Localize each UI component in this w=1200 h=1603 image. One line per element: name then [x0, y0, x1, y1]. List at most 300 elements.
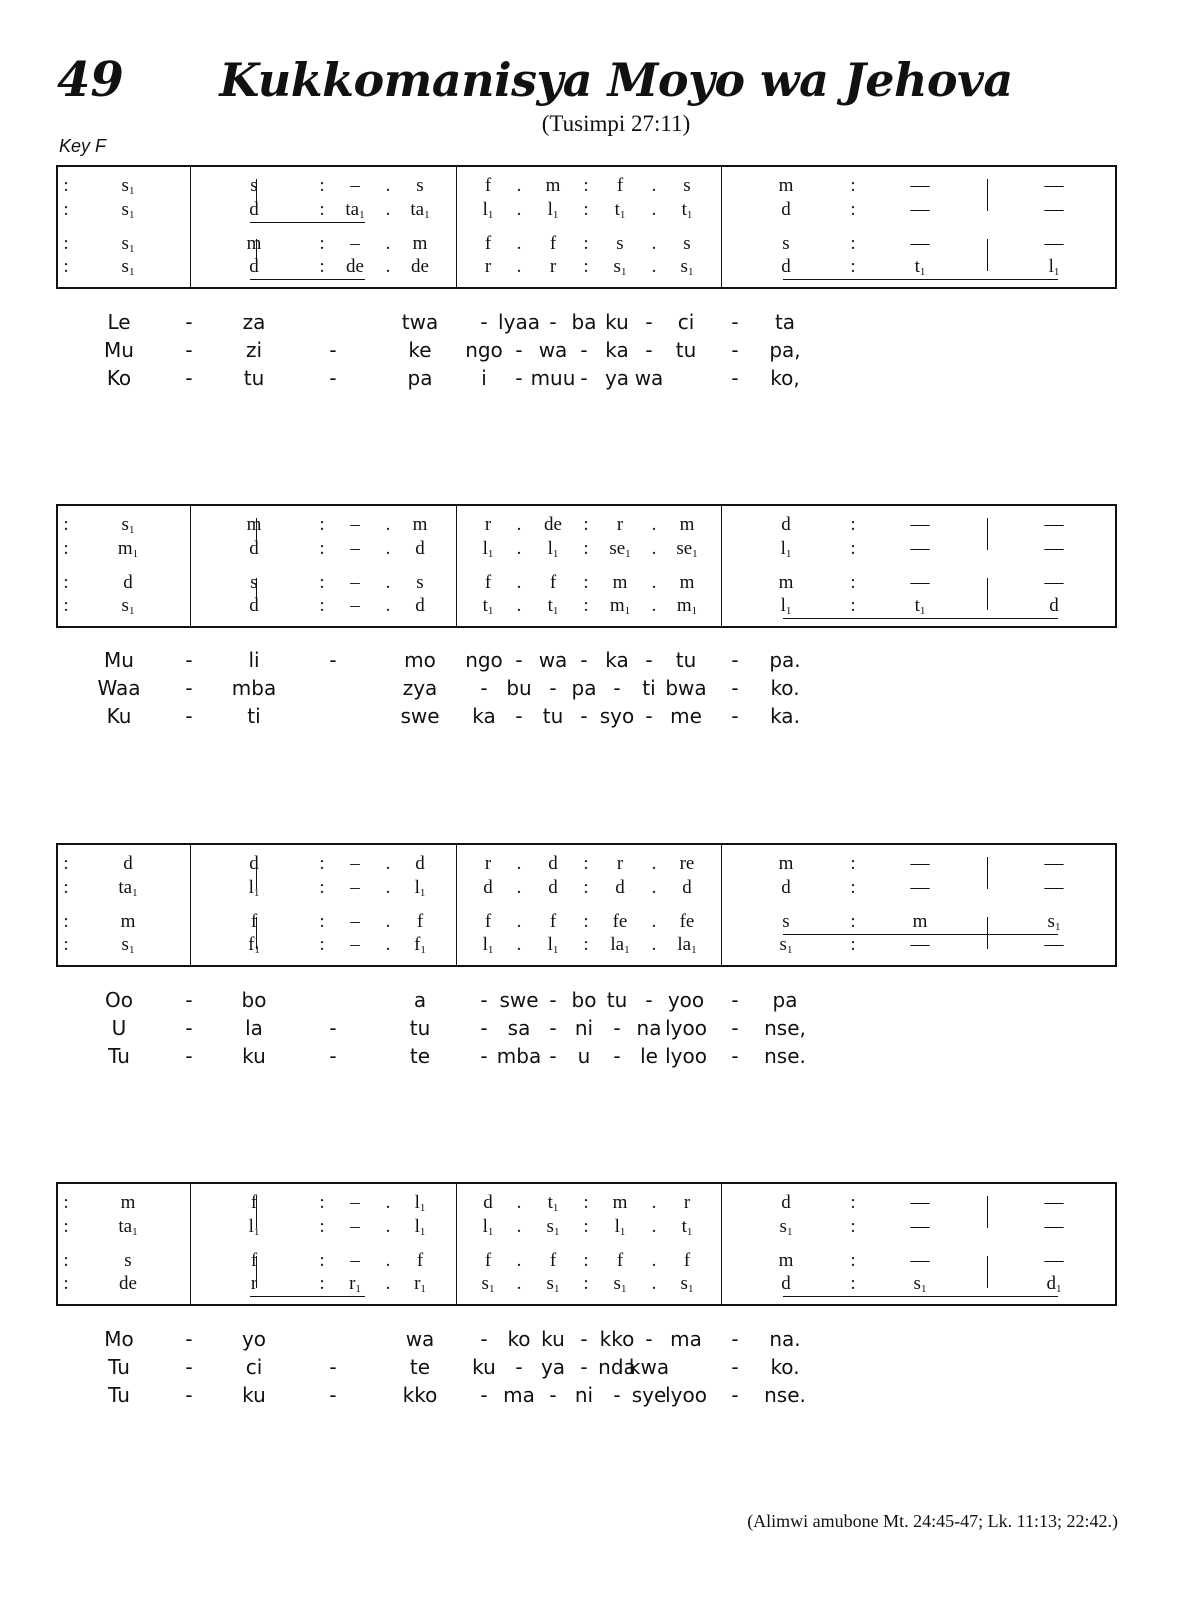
solfa-note: – — [350, 595, 360, 616]
syllable-hyphen: - — [580, 648, 588, 672]
solfa-note: : — [850, 1192, 856, 1213]
solfa-note: re — [679, 853, 695, 874]
lyric-syllable: pa — [407, 366, 433, 390]
lyric-syllable: mba — [231, 676, 277, 700]
solfa-note: . — [651, 233, 657, 254]
solfa-note: r — [484, 514, 492, 535]
lyric-syllable: na — [636, 1016, 662, 1040]
solfa-note: m — [679, 514, 695, 535]
syllable-hyphen: - — [185, 1327, 193, 1351]
bar-line — [456, 845, 457, 965]
solfa-note: s — [416, 572, 424, 593]
syllable-hyphen: - — [185, 676, 193, 700]
solfa-note: $m_1$ — [609, 595, 631, 617]
lyric-syllable: ku — [472, 1355, 496, 1379]
solfa-note: $s_1$ — [121, 514, 135, 536]
bar-line — [721, 845, 722, 965]
lyric-syllable: U — [111, 1016, 127, 1040]
lyric-syllable: Tu — [108, 1044, 130, 1068]
solfa-note: : — [583, 175, 589, 196]
lyric-syllable: tu — [409, 1016, 431, 1040]
lyric-syllable: wa — [538, 648, 568, 672]
solfa-note: . — [516, 572, 522, 593]
solfa-note: $s_1$ — [913, 1273, 927, 1295]
syllable-hyphen: - — [185, 1044, 193, 1068]
solfa-note: – — [350, 514, 360, 535]
solfa-note: $l_1$ — [414, 877, 426, 899]
solfa-note: $r_1$ — [414, 1273, 426, 1295]
syllable-hyphen: - — [329, 338, 337, 362]
bar-line — [190, 1184, 191, 1304]
solfa-note: r — [549, 256, 557, 277]
solfa-note: : — [319, 514, 325, 535]
solfa-note: : — [583, 538, 589, 559]
solfa-note: d — [483, 877, 493, 898]
solfa-note: f — [484, 233, 492, 254]
solfa-note: : — [319, 595, 325, 616]
lyric-syllable: lyoo — [665, 1044, 707, 1068]
syllable-hyphen: - — [731, 338, 739, 362]
solfa-note: d — [548, 877, 558, 898]
solfa-note: de — [544, 514, 562, 535]
solfa-note: : — [319, 934, 325, 955]
solfa-note: s — [683, 175, 691, 196]
solfa-note: . — [385, 538, 391, 559]
solfa-note: s — [782, 911, 790, 932]
solfa-note: . — [651, 1273, 657, 1294]
solfa-note: d — [123, 853, 133, 874]
solfa-note: r — [683, 1192, 691, 1213]
syllable-hyphen: - — [731, 1044, 739, 1068]
solfa-note: : — [850, 877, 856, 898]
solfa-note: m — [412, 233, 428, 254]
lyric-syllable: nda — [598, 1355, 636, 1379]
solfa-note: : — [850, 853, 856, 874]
lyric-syllable: tu — [606, 988, 628, 1012]
solfa-note: : — [319, 175, 325, 196]
lyric-syllable: lyoo — [665, 1016, 707, 1040]
solfa-note: fe — [679, 911, 695, 932]
lyric-syllable: ko, — [770, 366, 800, 390]
lyric-syllable: kwa — [628, 1355, 670, 1379]
bar-line — [721, 167, 722, 287]
solfa-note: . — [385, 256, 391, 277]
solfa-note: $s_1$ — [121, 233, 135, 255]
solfa-note: : — [850, 538, 856, 559]
solfa-note: s — [683, 233, 691, 254]
solfa-note: . — [651, 853, 657, 874]
solfa-note: . — [516, 595, 522, 616]
syllable-hyphen: - — [580, 366, 588, 390]
syllable-hyphen: - — [185, 1016, 193, 1040]
syllable-hyphen: - — [580, 1327, 588, 1351]
bar-line — [190, 167, 191, 287]
solfa-note: d — [781, 256, 791, 277]
solfa-note: . — [385, 572, 391, 593]
syllable-hyphen: - — [613, 676, 621, 700]
syllable-hyphen: - — [549, 1044, 557, 1068]
solfa-note: — — [1044, 199, 1064, 220]
solfa-note: m — [778, 853, 794, 874]
solfa-note: — — [910, 572, 930, 593]
solfa-note: — — [910, 514, 930, 535]
score-system — [56, 843, 1117, 967]
lyric-syllable: ni — [574, 1016, 594, 1040]
lyric-syllable: muu — [530, 366, 576, 390]
lyric-syllable: Tu — [108, 1383, 130, 1407]
solfa-note: d — [415, 853, 425, 874]
lyric-syllable: ku — [605, 310, 629, 334]
solfa-note: $l_1$ — [614, 1216, 626, 1238]
solfa-note: f — [549, 572, 557, 593]
solfa-note: m — [412, 514, 428, 535]
lyric-syllable: sa — [507, 1016, 531, 1040]
bar-line — [721, 506, 722, 626]
solfa-note: : — [850, 572, 856, 593]
solfa-note: — — [1044, 1250, 1064, 1271]
solfa-note: . — [385, 1216, 391, 1237]
lyric-syllable: lyoo — [665, 1383, 707, 1407]
solfa-note: — — [1044, 538, 1064, 559]
solfa-note: : — [583, 1192, 589, 1213]
solfa-note: $s_1$ — [779, 1216, 793, 1238]
solfa-note: — — [1044, 572, 1064, 593]
solfa-note: : — [583, 1273, 589, 1294]
lyric-syllable: syo — [599, 704, 635, 728]
lyric-syllable: ma — [503, 1383, 535, 1407]
solfa-note: : — [583, 1250, 589, 1271]
solfa-note: : — [850, 199, 856, 220]
syllable-hyphen: - — [480, 1327, 488, 1351]
syllable-hyphen: - — [329, 1383, 337, 1407]
solfa-note: $l_1$ — [248, 1216, 260, 1238]
solfa-note: – — [350, 233, 360, 254]
lyric-syllable: Mu — [104, 648, 134, 672]
solfa-note: $la_1$ — [677, 934, 697, 956]
syllable-hyphen: - — [549, 1016, 557, 1040]
solfa-note: : — [583, 1216, 589, 1237]
lyric-syllable: ci — [677, 310, 695, 334]
solfa-note: . — [651, 595, 657, 616]
solfa-note: : — [850, 514, 856, 535]
solfa-note: : — [319, 1273, 325, 1294]
solfa-note: : — [583, 514, 589, 535]
solfa-note: : — [63, 853, 69, 874]
solfa-note: $l_1$ — [414, 1216, 426, 1238]
solfa-note: d — [249, 595, 259, 616]
solfa-note: : — [850, 1216, 856, 1237]
solfa-note: : — [583, 233, 589, 254]
solfa-note: fe — [612, 911, 628, 932]
solfa-note: . — [651, 538, 657, 559]
syllable-hyphen: - — [580, 338, 588, 362]
syllable-hyphen: - — [645, 648, 653, 672]
solfa-note: $l_1$ — [547, 199, 559, 221]
lyric-syllable: wa — [405, 1327, 435, 1351]
solfa-note: m — [679, 572, 695, 593]
solfa-note: . — [651, 175, 657, 196]
lyric-syllable: ko. — [770, 676, 800, 700]
solfa-note: . — [516, 199, 522, 220]
solfa-note: . — [385, 514, 391, 535]
solfa-note: d — [483, 1192, 493, 1213]
solfa-note: $s_1$ — [1047, 911, 1061, 933]
syllable-hyphen: - — [731, 988, 739, 1012]
syllable-hyphen: - — [480, 1016, 488, 1040]
solfa-note: d — [781, 199, 791, 220]
solfa-note: f — [250, 911, 258, 932]
lyric-syllable: a — [413, 988, 427, 1012]
solfa-note: . — [651, 1216, 657, 1237]
solfa-note: : — [63, 538, 69, 559]
solfa-note: $ta_1$ — [118, 877, 138, 899]
syllable-hyphen: - — [329, 1016, 337, 1040]
solfa-note: r — [484, 256, 492, 277]
solfa-note: f — [250, 1250, 258, 1271]
lyric-syllable: ke — [408, 338, 432, 362]
lyric-syllable: tu — [243, 366, 265, 390]
solfa-note: . — [385, 595, 391, 616]
lyric-syllable: bu — [506, 676, 532, 700]
syllable-hyphen: - — [645, 338, 653, 362]
solfa-note: m — [778, 1250, 794, 1271]
solfa-note: : — [63, 1273, 69, 1294]
lyric-syllable: mo — [404, 648, 436, 672]
solfa-note: $d_1$ — [1046, 1273, 1062, 1295]
solfa-note: $s_1$ — [481, 1273, 495, 1295]
solfa-note: m — [778, 175, 794, 196]
solfa-note: s — [250, 175, 258, 196]
solfa-note: . — [516, 1273, 522, 1294]
solfa-note: $s_1$ — [546, 1216, 560, 1238]
solfa-note: . — [651, 934, 657, 955]
solfa-note: : — [583, 934, 589, 955]
solfa-note: . — [385, 1192, 391, 1213]
solfa-note: : — [583, 199, 589, 220]
lyric-syllable: zi — [245, 338, 263, 362]
lyric-syllable: zya — [402, 676, 438, 700]
solfa-note: f — [484, 1250, 492, 1271]
solfa-note: . — [651, 572, 657, 593]
solfa-note: $t_1$ — [914, 256, 926, 278]
lyric-syllable: wa — [538, 338, 568, 362]
solfa-note: de — [119, 1273, 137, 1294]
solfa-note: . — [516, 877, 522, 898]
solfa-note: — — [1044, 175, 1064, 196]
solfa-note: — — [910, 853, 930, 874]
syllable-hyphen: - — [515, 338, 523, 362]
lyric-syllable: ka — [605, 338, 629, 362]
solfa-note: – — [350, 175, 360, 196]
solfa-note: d — [781, 877, 791, 898]
syllable-hyphen: - — [613, 1383, 621, 1407]
solfa-note: d — [415, 538, 425, 559]
lyric-syllable: ka. — [770, 704, 800, 728]
solfa-note: : — [850, 175, 856, 196]
slur-line — [250, 279, 365, 280]
lyric-syllable: la — [245, 1016, 263, 1040]
lyric-syllable: Le — [107, 310, 131, 334]
solfa-note: : — [63, 1216, 69, 1237]
solfa-note: $t_1$ — [681, 1216, 693, 1238]
solfa-note: . — [385, 934, 391, 955]
syllable-hyphen: - — [480, 676, 488, 700]
solfa-note: $ta_1$ — [345, 199, 365, 221]
syllable-hyphen: - — [329, 1044, 337, 1068]
solfa-note: $t_1$ — [547, 595, 559, 617]
syllable-hyphen: - — [329, 1355, 337, 1379]
half-bar-line — [987, 518, 988, 550]
lyric-syllable: Tu — [108, 1355, 130, 1379]
solfa-note: : — [63, 199, 69, 220]
lyric-syllable: bwa — [665, 676, 707, 700]
bar-line — [456, 1184, 457, 1304]
solfa-note: . — [651, 256, 657, 277]
solfa-note: $f_1$ — [414, 934, 426, 956]
solfa-note: . — [651, 1250, 657, 1271]
lyric-syllable: ngo — [465, 648, 503, 672]
solfa-note: – — [350, 934, 360, 955]
solfa-note: d — [548, 853, 558, 874]
syllable-hyphen: - — [185, 988, 193, 1012]
solfa-note: — — [910, 1192, 930, 1213]
syllable-hyphen: - — [480, 310, 488, 334]
half-bar-line — [987, 1256, 988, 1288]
solfa-note: m — [120, 1192, 136, 1213]
solfa-note: d — [781, 1192, 791, 1213]
solfa-note: . — [651, 514, 657, 535]
solfa-note: $s_1$ — [121, 595, 135, 617]
solfa-note: f — [484, 175, 492, 196]
solfa-note: : — [63, 877, 69, 898]
solfa-note: m — [246, 233, 262, 254]
solfa-note: : — [319, 877, 325, 898]
lyric-syllable: ya — [540, 1355, 566, 1379]
lyric-syllable: yo — [241, 1327, 267, 1351]
lyric-syllable: tu — [675, 648, 697, 672]
lyric-syllable: ku — [541, 1327, 565, 1351]
solfa-note: m — [120, 911, 136, 932]
solfa-note: . — [385, 911, 391, 932]
solfa-note: d — [781, 1273, 791, 1294]
solfa-note: : — [319, 538, 325, 559]
solfa-note: : — [319, 233, 325, 254]
syllable-hyphen: - — [645, 988, 653, 1012]
solfa-note: d — [249, 256, 259, 277]
solfa-note: . — [651, 199, 657, 220]
lyric-syllable: wa — [634, 366, 664, 390]
solfa-note: f — [683, 1250, 691, 1271]
solfa-note: $l_1$ — [248, 877, 260, 899]
lyric-syllable: ti — [642, 676, 656, 700]
solfa-note: $l_1$ — [547, 538, 559, 560]
solfa-note: d — [123, 572, 133, 593]
solfa-note: . — [385, 877, 391, 898]
solfa-note: – — [350, 572, 360, 593]
lyric-syllable: mba — [496, 1044, 542, 1068]
solfa-note: — — [1044, 877, 1064, 898]
solfa-note: : — [319, 1250, 325, 1271]
solfa-note: : — [319, 256, 325, 277]
solfa-note: r — [616, 853, 624, 874]
half-bar-line — [987, 857, 988, 889]
syllable-hyphen: - — [185, 366, 193, 390]
lyric-syllable: Mo — [104, 1327, 134, 1351]
half-bar-line — [987, 179, 988, 211]
syllable-hyphen: - — [731, 648, 739, 672]
solfa-note: . — [385, 199, 391, 220]
lyric-syllable: ci — [245, 1355, 263, 1379]
lyric-syllable: za — [242, 310, 266, 334]
solfa-note: $t_1$ — [914, 595, 926, 617]
syllable-hyphen: - — [185, 704, 193, 728]
solfa-note: $se_1$ — [609, 538, 631, 560]
solfa-note: d — [1049, 595, 1059, 616]
solfa-note: : — [850, 934, 856, 955]
lyric-syllable: i — [481, 366, 487, 390]
half-bar-line — [987, 1196, 988, 1228]
lyric-syllable: ko — [507, 1327, 531, 1351]
lyric-syllable: ngo — [465, 338, 503, 362]
solfa-note: . — [516, 256, 522, 277]
lyric-syllable: ku — [242, 1044, 266, 1068]
solfa-note: — — [1044, 1192, 1064, 1213]
solfa-note: . — [651, 1192, 657, 1213]
score-system — [56, 504, 1117, 628]
solfa-note: . — [385, 1250, 391, 1271]
slur-line — [783, 1296, 1058, 1297]
solfa-note: $s_1$ — [546, 1273, 560, 1295]
solfa-note: : — [850, 233, 856, 254]
solfa-note: $s_1$ — [680, 256, 694, 278]
solfa-note: d — [249, 538, 259, 559]
solfa-note: : — [63, 256, 69, 277]
lyric-syllable: te — [409, 1044, 431, 1068]
lyric-syllable: swe — [499, 988, 539, 1012]
solfa-note: m — [545, 175, 561, 196]
syllable-hyphen: - — [549, 1383, 557, 1407]
solfa-note: : — [63, 1192, 69, 1213]
lyric-syllable: ku — [242, 1383, 266, 1407]
lyric-syllable: pa. — [769, 648, 801, 672]
solfa-note: $s_1$ — [613, 256, 627, 278]
syllable-hyphen: - — [549, 988, 557, 1012]
bar-line — [456, 167, 457, 287]
lyric-syllable: ya — [604, 366, 630, 390]
solfa-note: : — [319, 199, 325, 220]
solfa-note: . — [516, 853, 522, 874]
solfa-note: $f_1$ — [248, 934, 260, 956]
solfa-note: f — [484, 572, 492, 593]
solfa-note: — — [910, 934, 930, 955]
syllable-hyphen: - — [549, 310, 557, 334]
solfa-note: m — [778, 572, 794, 593]
solfa-note: – — [350, 538, 360, 559]
solfa-note: . — [516, 1250, 522, 1271]
bar-line — [190, 845, 191, 965]
syllable-hyphen: - — [515, 704, 523, 728]
lyric-syllable: kko — [599, 1327, 635, 1351]
solfa-note: – — [350, 853, 360, 874]
solfa-note: — — [1044, 853, 1064, 874]
syllable-hyphen: - — [515, 648, 523, 672]
lyric-syllable: Waa — [97, 676, 141, 700]
solfa-note: . — [516, 1192, 522, 1213]
syllable-hyphen: - — [549, 676, 557, 700]
lyric-syllable: pa — [571, 676, 597, 700]
solfa-note: : — [319, 1192, 325, 1213]
syllable-hyphen: - — [329, 366, 337, 390]
